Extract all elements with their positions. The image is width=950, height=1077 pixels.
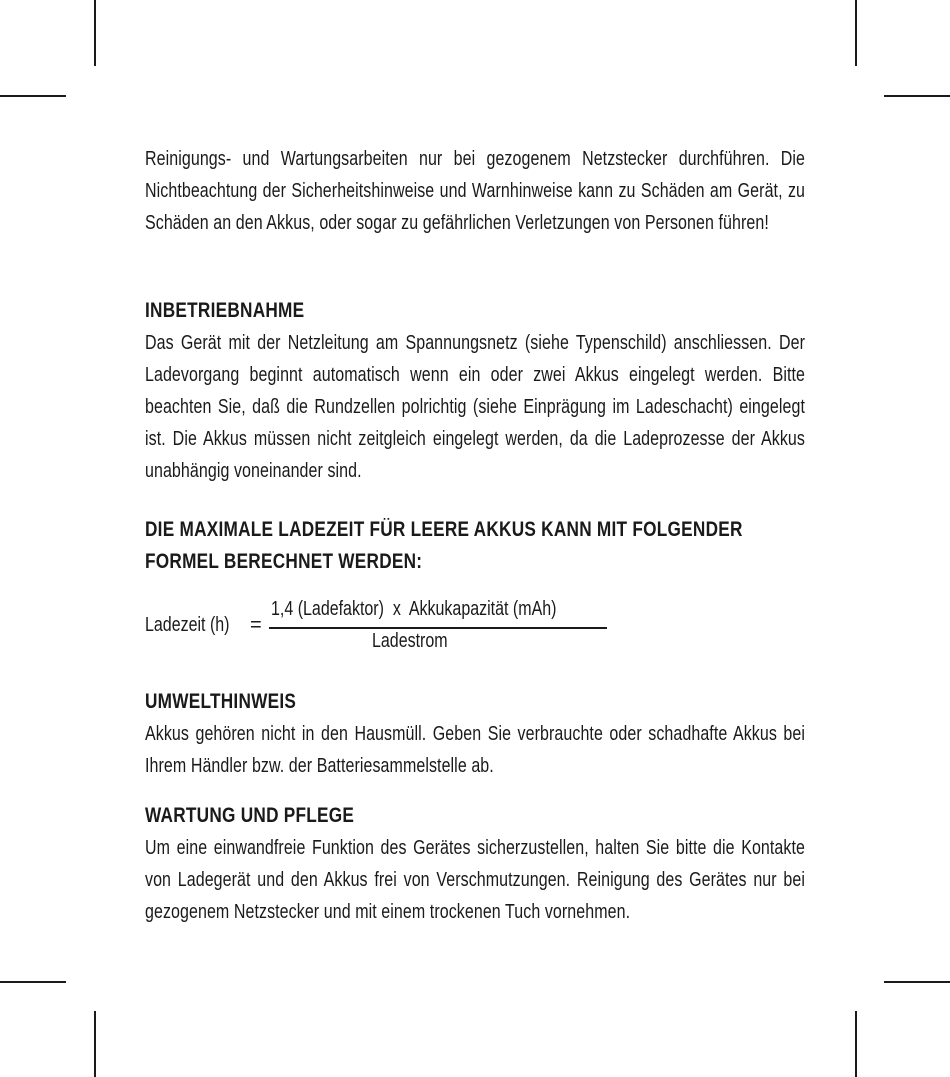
crop-mark-bottom-left-horizontal: [0, 981, 66, 983]
safety-intro-section: [145, 143, 950, 239]
formula-equals: =: [250, 614, 262, 636]
inbetriebnahme-heading: INBETRIEBNAHME: [145, 299, 305, 322]
formula-denominator: Ladestrom: [372, 630, 448, 652]
ladezeit-formula: [145, 596, 805, 666]
formula-label: Ladezeit (h): [145, 614, 230, 636]
ladezeit-section: [145, 514, 950, 578]
safety-intro-text: Reinigungs- und Wartungsarbeiten nur bei gezogenem Netzstecker durchführen. Die Nichtbeachtung der Sicherheitshinweise und Warnhinweise kann zu Schäden am Gerät, zu Schäden an den Akkus, oder sogar zu gefährlichen Verletzungen von Personen führen!: [145, 148, 805, 234]
umwelthinweis-text: Akkus gehören nicht in den Hausmüll. Geben Sie verbrauchte oder schadhafte Akkus bei Ihrem Händler bzw. der Batteriesammelstelle ab.: [145, 723, 805, 777]
crop-mark-top-left-horizontal: [0, 95, 66, 97]
crop-mark-bottom-right-vertical: [855, 1011, 857, 1077]
ladezeit-heading-line1: DIE MAXIMALE LADEZEIT FÜR LEERE AKKUS KANN MIT FOLGENDER: [145, 518, 743, 541]
formula-numerator: 1,4 (Ladefaktor) x Akkukapazität (mAh): [271, 598, 557, 620]
umwelthinweis-section: [145, 686, 950, 782]
umwelthinweis-heading: UMWELTHINWEIS: [145, 690, 297, 713]
crop-mark-top-left-vertical: [94, 0, 96, 66]
crop-mark-bottom-left-vertical: [94, 1011, 96, 1077]
inbetriebnahme-text: Das Gerät mit der Netzleitung am Spannungsnetz (siehe Typenschild) anschliessen. Der Ladevorgang beginnt automatisch wenn ein oder zwei Akkus eingelegt werden. Bitte beachten Sie, daß die Rundzellen polrichtig (siehe Einprägung im Ladeschacht) eingelegt ist. Die Akkus müssen nicht zeitgleich eingelegt werden, da die Ladeprozesse der Akkus unabhängig voneinander sind.: [145, 332, 805, 482]
fraction-bar: [269, 627, 607, 629]
inbetriebnahme-section: [145, 295, 950, 487]
wartung-text: Um eine einwandfreie Funktion des Gerätes sicherzustellen, halten Sie bitte die Kontakte von Ladegerät und den Akkus frei von Verschmutzungen. Reinigung des Gerätes nur bei gezogenem Netzstecker und mit einem trockenen Tuch vornehmen.: [145, 837, 805, 923]
ladezeit-heading-line2: FORMEL BERECHNET WERDEN:: [145, 550, 423, 573]
wartung-section: [145, 800, 950, 928]
crop-mark-top-right-vertical: [855, 0, 857, 66]
crop-mark-bottom-right-horizontal: [884, 981, 950, 983]
crop-mark-top-right-horizontal: [884, 95, 950, 97]
wartung-heading: WARTUNG UND PFLEGE: [145, 804, 355, 827]
